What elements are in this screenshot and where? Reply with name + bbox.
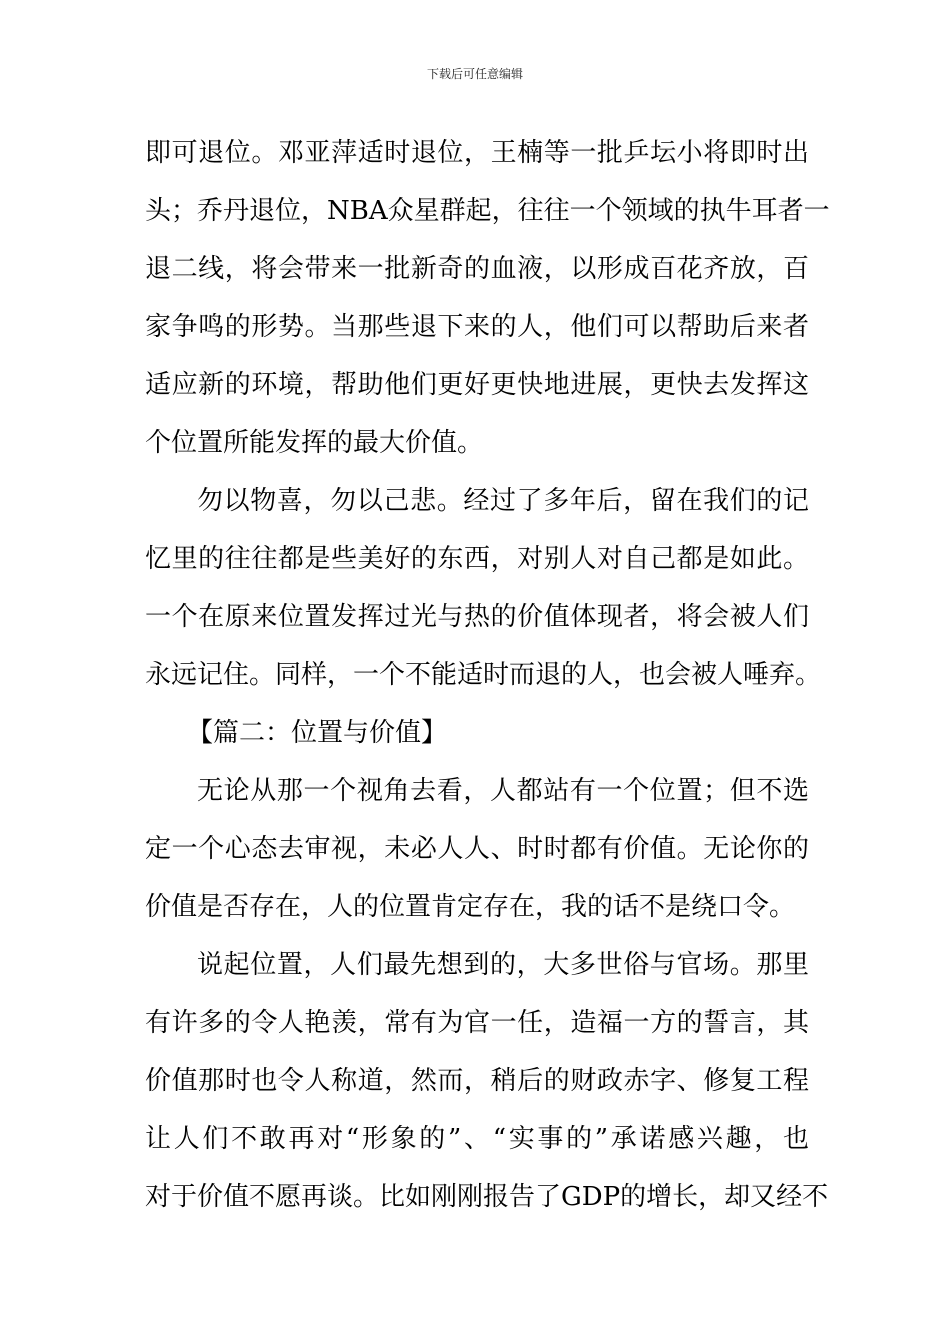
text-line: 对于价值不愿再谈。比如刚刚报告了GDP的增长，却又经不 — [145, 1182, 829, 1212]
text-line: 无论从那一个视角去看，人都站有一个位置；但不选 — [197, 776, 809, 806]
paragraph — [145, 936, 829, 1226]
text-line: 一个在原来位置发挥过光与热的价值体现者，将会被人们 — [145, 602, 809, 632]
paragraph — [145, 472, 822, 704]
text-line: 说起位置，人们最先想到的，大多世俗与官场。那里 — [197, 950, 809, 980]
page-header: 下载后可任意编辑 — [426, 67, 523, 81]
text-line: 适应新的环境，帮助他们更好更快地进展，更快去发挥这 — [145, 370, 809, 400]
section-heading: 【篇二：位置与价值】 — [187, 718, 448, 748]
text-line: 退二线，将会带来一批新奇的血液，以形成百花齐放，百 — [145, 254, 809, 284]
text-line: 定一个心态去审视，未必人人、时时都有价值。无论你的 — [145, 834, 809, 864]
text-line: 有许多的令人艳羡，常有为官一任，造福一方的誓言，其 — [145, 1008, 809, 1038]
document-body — [145, 124, 830, 1226]
text-line: 价值那时也令人称道，然而，稍后的财政赤字、修复工程 — [145, 1066, 809, 1096]
section-heading-block — [145, 704, 809, 762]
text-line: 家争鸣的形势。当那些退下来的人，他们可以帮助后来者 — [145, 312, 809, 342]
text-line: 让人们不敢再对“形象的”、“实事的”承诺感兴趣，也 — [145, 1124, 809, 1154]
text-line: 忆里的往往都是些美好的东西，对别人对自己都是如此。 — [145, 544, 809, 574]
paragraph — [145, 124, 830, 472]
paragraph — [145, 762, 809, 936]
text-line: 个位置所能发挥的最大价值。 — [145, 428, 484, 458]
text-line: 即可退位。邓亚萍适时退位，王楠等一批乒坛小将即时出 — [145, 138, 809, 168]
text-line: 价值是否存在，人的位置肯定存在，我的话不是绕口令。 — [145, 892, 796, 922]
text-line: 勿以物喜，勿以己悲。经过了多年后，留在我们的记 — [197, 486, 809, 516]
text-line: 永远记住。同样，一个不能适时而退的人，也会被人唾弃。 — [145, 660, 822, 690]
text-line: 头；乔丹退位，NBA众星群起，往往一个领域的执牛耳者一 — [145, 196, 830, 226]
